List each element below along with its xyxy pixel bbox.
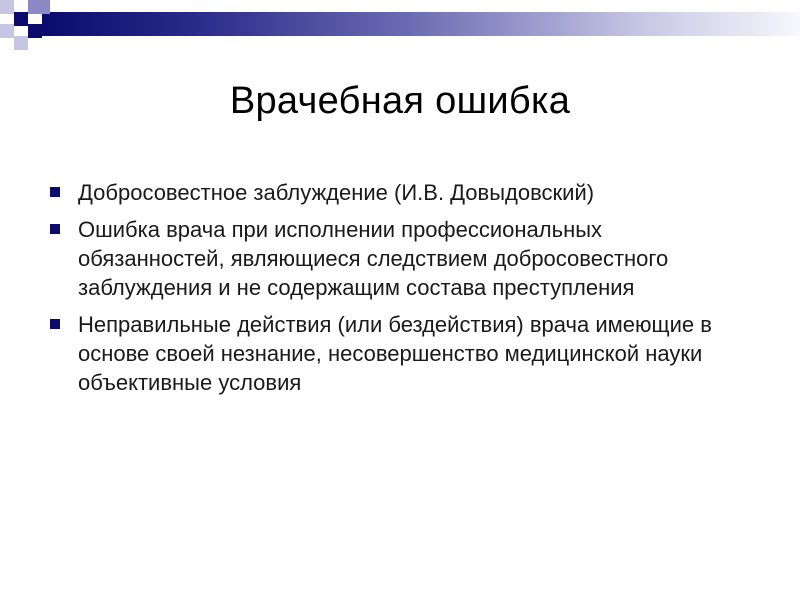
decor-square: [28, 24, 42, 38]
slide-title: Врачебная ошибка: [229, 80, 571, 122]
bullet-list: [48, 178, 748, 405]
square-bullet-icon: [50, 224, 60, 234]
bullet-text: Добросовестное заблуждение (И.В. Довыдовский): [78, 180, 595, 205]
bullet-text: Неправильные действия (или бездействия) врача имеющие в основе своей незнание, несовершенство медицинской науки объективные условия: [78, 312, 712, 395]
decor-square: [42, 0, 50, 14]
square-bullet-icon: [50, 187, 60, 197]
decor-square: [0, 0, 14, 14]
decor-square: [14, 36, 28, 50]
gradient-bar: [42, 12, 800, 36]
list-item: [48, 178, 748, 207]
decor-square: [0, 24, 14, 38]
list-item: [48, 310, 748, 397]
decor-square: [14, 12, 28, 26]
bullet-text: Ошибка врача при исполнении профессиональных обязанностей, являющиеся следствием добросовестного заблуждения и не содержащим состава преступления: [78, 217, 669, 300]
decor-square: [28, 0, 42, 14]
decorative-banner: [0, 0, 800, 50]
square-bullet-icon: [50, 319, 60, 329]
list-item: [48, 215, 748, 302]
